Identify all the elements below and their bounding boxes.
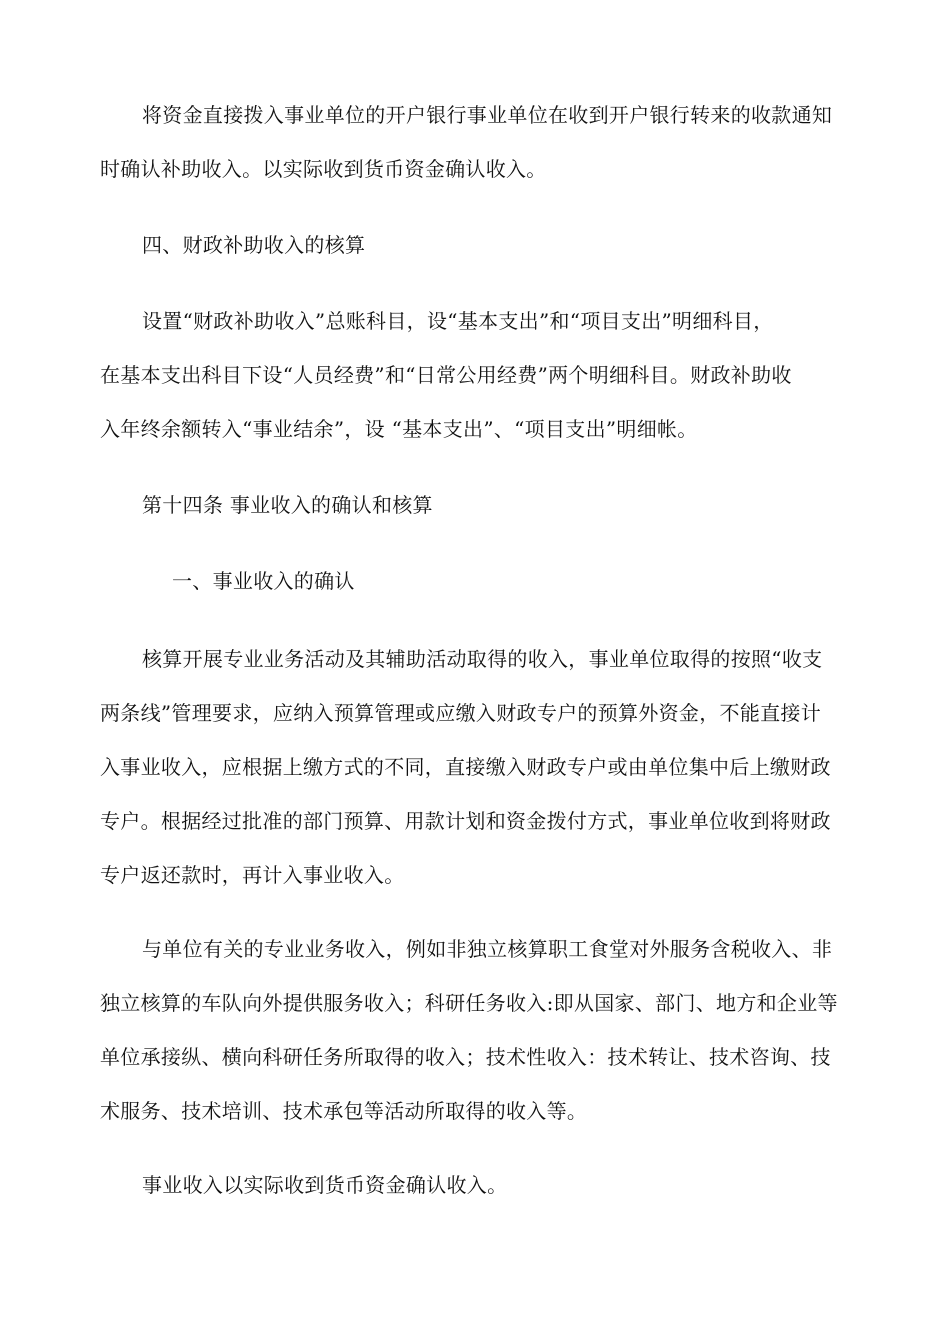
- text-line: 设置“财政补助收入”总账科目，设“基本支出”和“项目支出”明细科目，: [142, 309, 774, 333]
- heading-line: 四、财政补助收入的核算: [142, 233, 366, 257]
- text-line: 时确认补助收入。以实际收到货币资金确认收入。: [100, 157, 547, 181]
- paragraph-account-setup: [100, 294, 860, 456]
- paragraph-grant-recognition: [100, 88, 860, 196]
- text-line: 入事业收入，应根据上缴方式的不同，直接缴入财政专户或由单位集中后上缴财政: [100, 755, 831, 779]
- text-line: 独立核算的车队向外提供服务收入；科研任务收入:即从国家、部门、地方和企业等: [100, 991, 838, 1015]
- text-line: 两条线”管理要求，应纳入预算管理或应缴入财政专户的预算外资金，不能直接计: [100, 701, 822, 725]
- text-line: 专户返还款时，再计入事业收入。: [100, 863, 405, 887]
- text-line: 入年终余额转入“事业结余”，设 “基本支出”、“项目支出”明细帐。: [100, 417, 698, 441]
- text-line: 事业收入以实际收到货币资金确认收入。: [142, 1173, 508, 1197]
- text-line: 专户。根据经过批准的部门预算、用款计划和资金拨付方式，事业单位收到将财政: [100, 809, 831, 833]
- section-heading-grant-accounting: [100, 218, 860, 272]
- paragraph-professional-revenue: [100, 922, 860, 1138]
- article-heading-14: [100, 478, 860, 532]
- text-line: 单位承接纵、横向科研任务所取得的收入；技术性收入：技术转让、技术咨询、技: [100, 1045, 831, 1069]
- text-line: 将资金直接拨入事业单位的开户银行事业单位在收到开户银行转来的收款通知: [142, 103, 833, 127]
- paragraph-cash-recognition: [100, 1158, 860, 1212]
- subsection-heading-revenue-recognition: [100, 554, 860, 608]
- text-line: 核算开展专业业务活动及其辅助活动取得的收入，事业单位取得的按照“收支: [142, 647, 823, 671]
- paragraph-business-revenue: [100, 632, 860, 902]
- text-line: 在基本支出科目下设“人员经费”和“日常公用经费”两个明细科目。财政补助收: [100, 363, 792, 387]
- heading-line: 第十四条 事业收入的确认和核算: [142, 493, 433, 517]
- text-line: 与单位有关的专业业务收入，例如非独立核算职工食堂对外服务含税收入、非: [142, 937, 833, 961]
- text-line: 术服务、技术培训、技术承包等活动所取得的收入等。: [100, 1099, 588, 1123]
- heading-line: 一、事业收入的确认: [172, 569, 355, 593]
